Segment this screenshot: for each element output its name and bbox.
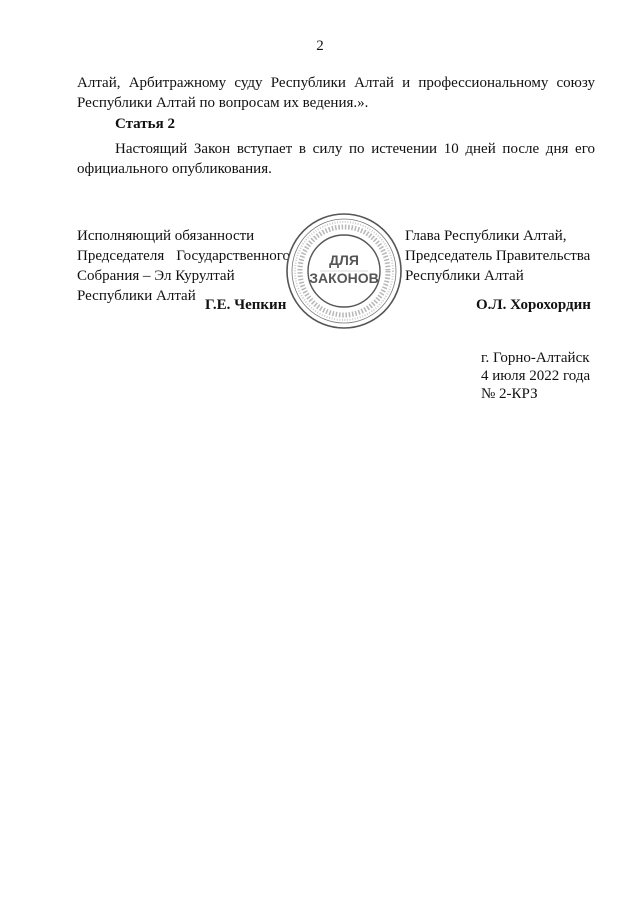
paragraph-line: Алтай, Арбитражному суду Республики Алтай и профессиональному союзу (77, 75, 595, 91)
place-city: г. Горно-Алтайск (481, 350, 590, 366)
signatory-line: Республики Алтай (405, 268, 524, 284)
paragraph-line: Республики Алтай по вопросам их ведения.». (77, 95, 369, 111)
signatory-line: Республики Алтай (77, 288, 196, 304)
signatory-line: Глава Республики Алтай, (405, 228, 567, 244)
official-stamp (284, 211, 404, 331)
paragraph-line: официального опубликования. (77, 161, 272, 177)
law-number: № 2-КРЗ (481, 386, 538, 402)
signatory-word: Председателя (77, 248, 165, 264)
right-signatory-title (405, 226, 590, 286)
place-date-block (481, 349, 590, 403)
signatory-line: Исполняющий обязанности (77, 228, 255, 244)
signatory-line (77, 246, 290, 266)
paragraph-line: Настоящий Закон вступает в силу по истечении 10 дней после дня его (115, 141, 595, 157)
signatory-line: Председатель Правительства (405, 248, 591, 264)
signatory-word: Государственного (176, 248, 290, 264)
article-paragraph (77, 139, 595, 179)
law-date: 4 июля 2022 года (481, 368, 591, 384)
page-number: 2 (316, 38, 324, 54)
left-signatory-title (77, 226, 290, 306)
paragraph-continuation (77, 73, 595, 113)
stamp-text: ДЛЯ (329, 252, 359, 268)
left-signatory-name: Г.Е. Чепкин (205, 297, 287, 313)
article-heading: Статья 2 (115, 116, 175, 132)
signatory-line: Собрания – Эл Курултай (77, 268, 235, 284)
stamp-text: ЗАКОНОВ (309, 270, 379, 286)
right-signatory-name: О.Л. Хорохордин (476, 297, 591, 313)
